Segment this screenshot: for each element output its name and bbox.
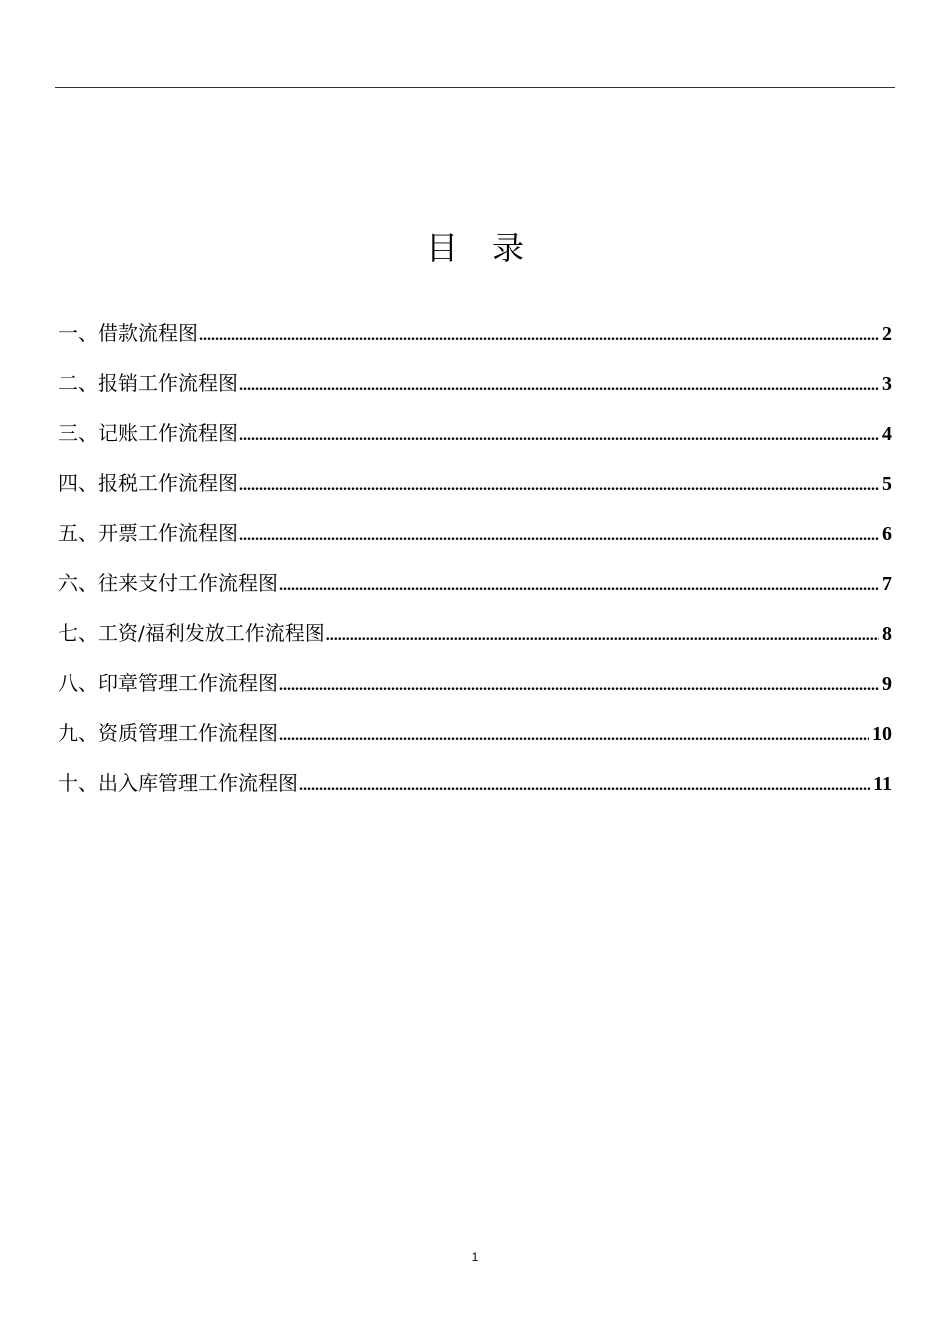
toc-entry-4[interactable] [58, 468, 892, 518]
toc-dot-leader [326, 621, 879, 651]
toc-entry-2[interactable] [58, 368, 892, 418]
toc-entry-page: 2 [882, 323, 892, 345]
toc-entry-label: 一、借款流程图 [58, 321, 198, 345]
toc-entry-6[interactable] [58, 568, 892, 618]
table-of-contents [58, 318, 892, 818]
header-rule [55, 87, 895, 88]
toc-dot-leader [279, 671, 879, 701]
toc-dot-leader [279, 571, 879, 601]
toc-entry-page: 10 [872, 723, 892, 745]
page-title: 目录 [425, 229, 558, 267]
toc-entry-9[interactable] [58, 718, 892, 768]
toc-entry-page: 6 [882, 523, 892, 545]
toc-dot-leader [199, 321, 879, 351]
toc-entry-label: 五、开票工作流程图 [58, 521, 238, 545]
toc-entry-label: 十、出入库管理工作流程图 [58, 771, 298, 795]
toc-entry-7[interactable] [58, 618, 892, 668]
toc-entry-label: 三、记账工作流程图 [58, 421, 238, 445]
toc-entry-label: 二、报销工作流程图 [58, 371, 238, 395]
toc-entry-label: 八、印章管理工作流程图 [58, 671, 278, 695]
toc-entry-3[interactable] [58, 418, 892, 468]
page-number: 1 [471, 1250, 479, 1264]
toc-dot-leader [299, 771, 870, 801]
toc-entry-label: 四、报税工作流程图 [58, 471, 238, 495]
toc-entry-label: 六、往来支付工作流程图 [58, 571, 278, 595]
toc-dot-leader [239, 371, 879, 401]
toc-entry-page: 5 [882, 473, 892, 495]
toc-entry-page: 8 [882, 623, 892, 645]
toc-entry-8[interactable] [58, 668, 892, 718]
toc-entry-1[interactable] [58, 318, 892, 368]
toc-entry-page: 9 [882, 673, 892, 695]
toc-dot-leader [279, 721, 869, 751]
toc-entry-label: 七、工资/福利发放工作流程图 [58, 621, 325, 645]
toc-entry-page: 7 [882, 573, 892, 595]
toc-entry-page: 4 [882, 423, 892, 445]
toc-dot-leader [239, 421, 879, 451]
toc-dot-leader [239, 471, 879, 501]
toc-entry-page: 11 [873, 773, 892, 795]
toc-entry-10[interactable] [58, 768, 892, 818]
toc-entry-5[interactable] [58, 518, 892, 568]
toc-dot-leader [239, 521, 879, 551]
toc-entry-page: 3 [882, 373, 892, 395]
toc-entry-label: 九、资质管理工作流程图 [58, 721, 278, 745]
